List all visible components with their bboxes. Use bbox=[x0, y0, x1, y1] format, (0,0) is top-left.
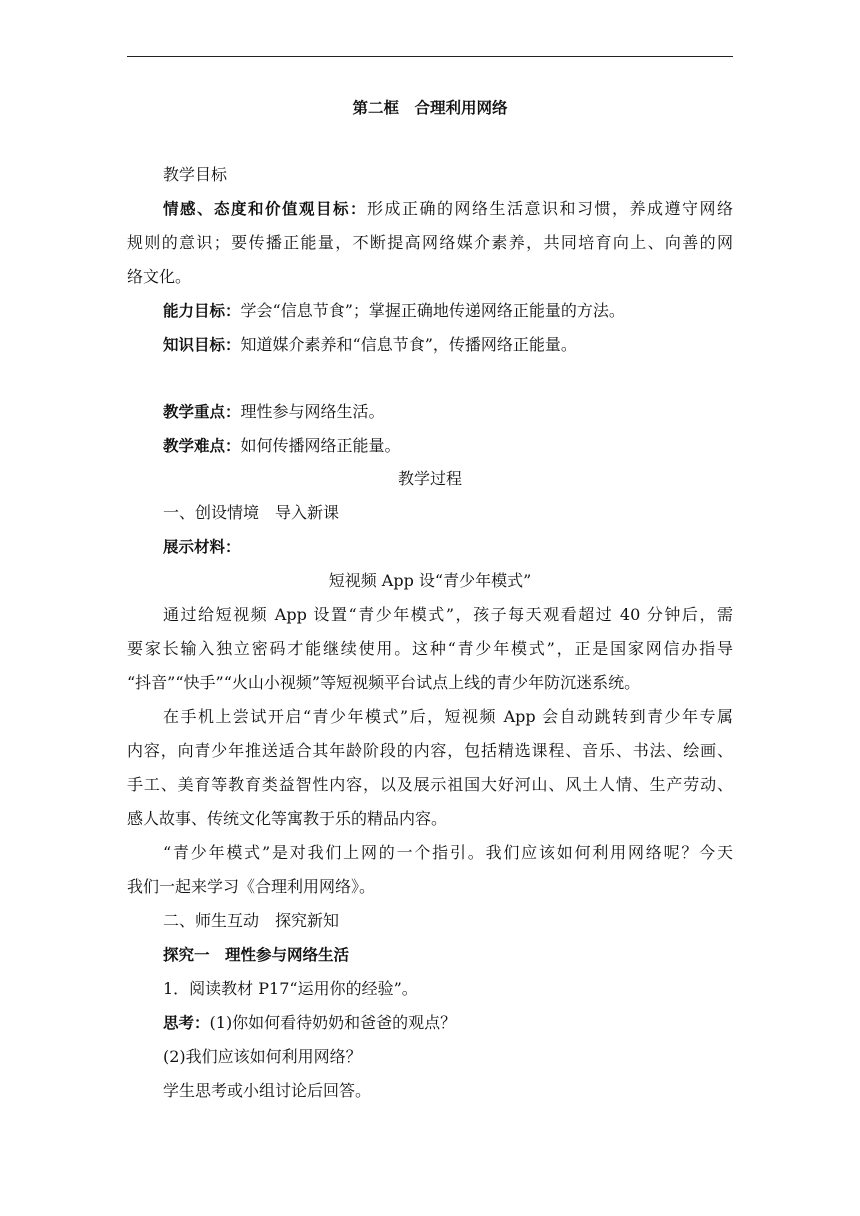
emotion-objective-line1: 情感、态度和价值观目标：形成正确的网络生活意识和习惯，养成遵守网络 bbox=[163, 199, 733, 218]
intro-paragraph-line2: 我们一起来学习《合理利用网络》。 bbox=[127, 877, 376, 896]
material-paragraph-1-line1: 通过给短视频 App 设置“青少年模式”，孩子每天观看超过 40 分钟后，需 bbox=[163, 605, 733, 624]
lesson-title: 第二框 合理利用网络 bbox=[352, 99, 508, 117]
emotion-label: 情感、态度和价值观目标： bbox=[163, 200, 367, 218]
material-paragraph-2-line2: 内容，向青少年推送适合其年龄阶段的内容，包括精选课程、音乐、书法、绘画、 bbox=[127, 741, 733, 760]
section-2-heading: 二、师生互动 探究新知 bbox=[163, 911, 340, 930]
ability-objective: 能力目标：学会“信息节食”；掌握正确地传递网络正能量的方法。 bbox=[163, 301, 625, 320]
process-heading: 教学过程 bbox=[397, 469, 462, 488]
material-title: 短视频 App 设“青少年模式” bbox=[328, 571, 532, 590]
think-question-2: (2)我们应该如何利用网络？ bbox=[163, 1047, 362, 1066]
header-rule bbox=[127, 56, 733, 57]
emotion-objective-line3: 络文化。 bbox=[127, 267, 192, 286]
material-paragraph-1-line2: 要家长输入独立密码才能继续使用。这种“青少年模式”，正是国家网信办指导 bbox=[127, 639, 733, 658]
key-point: 教学重点：理性参与网络生活。 bbox=[163, 402, 385, 421]
explore-1-title: 探究一 理性参与网络生活 bbox=[163, 946, 350, 964]
objectives-heading: 教学目标 bbox=[163, 165, 228, 184]
difficulty: 教学难点：如何传播网络正能量。 bbox=[163, 436, 401, 455]
emotion-objective-line2: 规则的意识；要传播正能量，不断提高网络媒介素养，共同培育向上、向善的网 bbox=[127, 233, 733, 252]
step-1: 1．阅读教材 P17“运用你的经验”。 bbox=[163, 979, 418, 998]
section-1-heading: 一、创设情境 导入新课 bbox=[163, 503, 340, 522]
intro-paragraph-line1: “青少年模式”是对我们上网的一个指引。我们应该如何利用网络呢？今天 bbox=[163, 843, 733, 862]
material-paragraph-2-line4: 感人故事、传统文化等寓教于乐的精品内容。 bbox=[127, 809, 448, 828]
think-question-1: 思考：(1)你如何看待奶奶和爸爸的观点？ bbox=[163, 1013, 457, 1032]
material-paragraph-1-line3: “抖音”“快手”“火山小视频”等短视频平台试点上线的青少年防沉迷系统。 bbox=[127, 673, 641, 692]
material-label: 展示材料： bbox=[163, 538, 241, 556]
answer-note: 学生思考或小组讨论后回答。 bbox=[163, 1081, 372, 1100]
knowledge-objective: 知识目标：知道媒介素养和“信息节食”，传播网络正能量。 bbox=[163, 335, 577, 354]
material-paragraph-2-line1: 在手机上尝试开启“青少年模式”后，短视频 App 会自动跳转到青少年专属 bbox=[163, 707, 733, 726]
material-paragraph-2-line3: 手工、美育等教育类益智性内容，以及展示祖国大好河山、风土人情、生产劳动、 bbox=[127, 775, 733, 794]
